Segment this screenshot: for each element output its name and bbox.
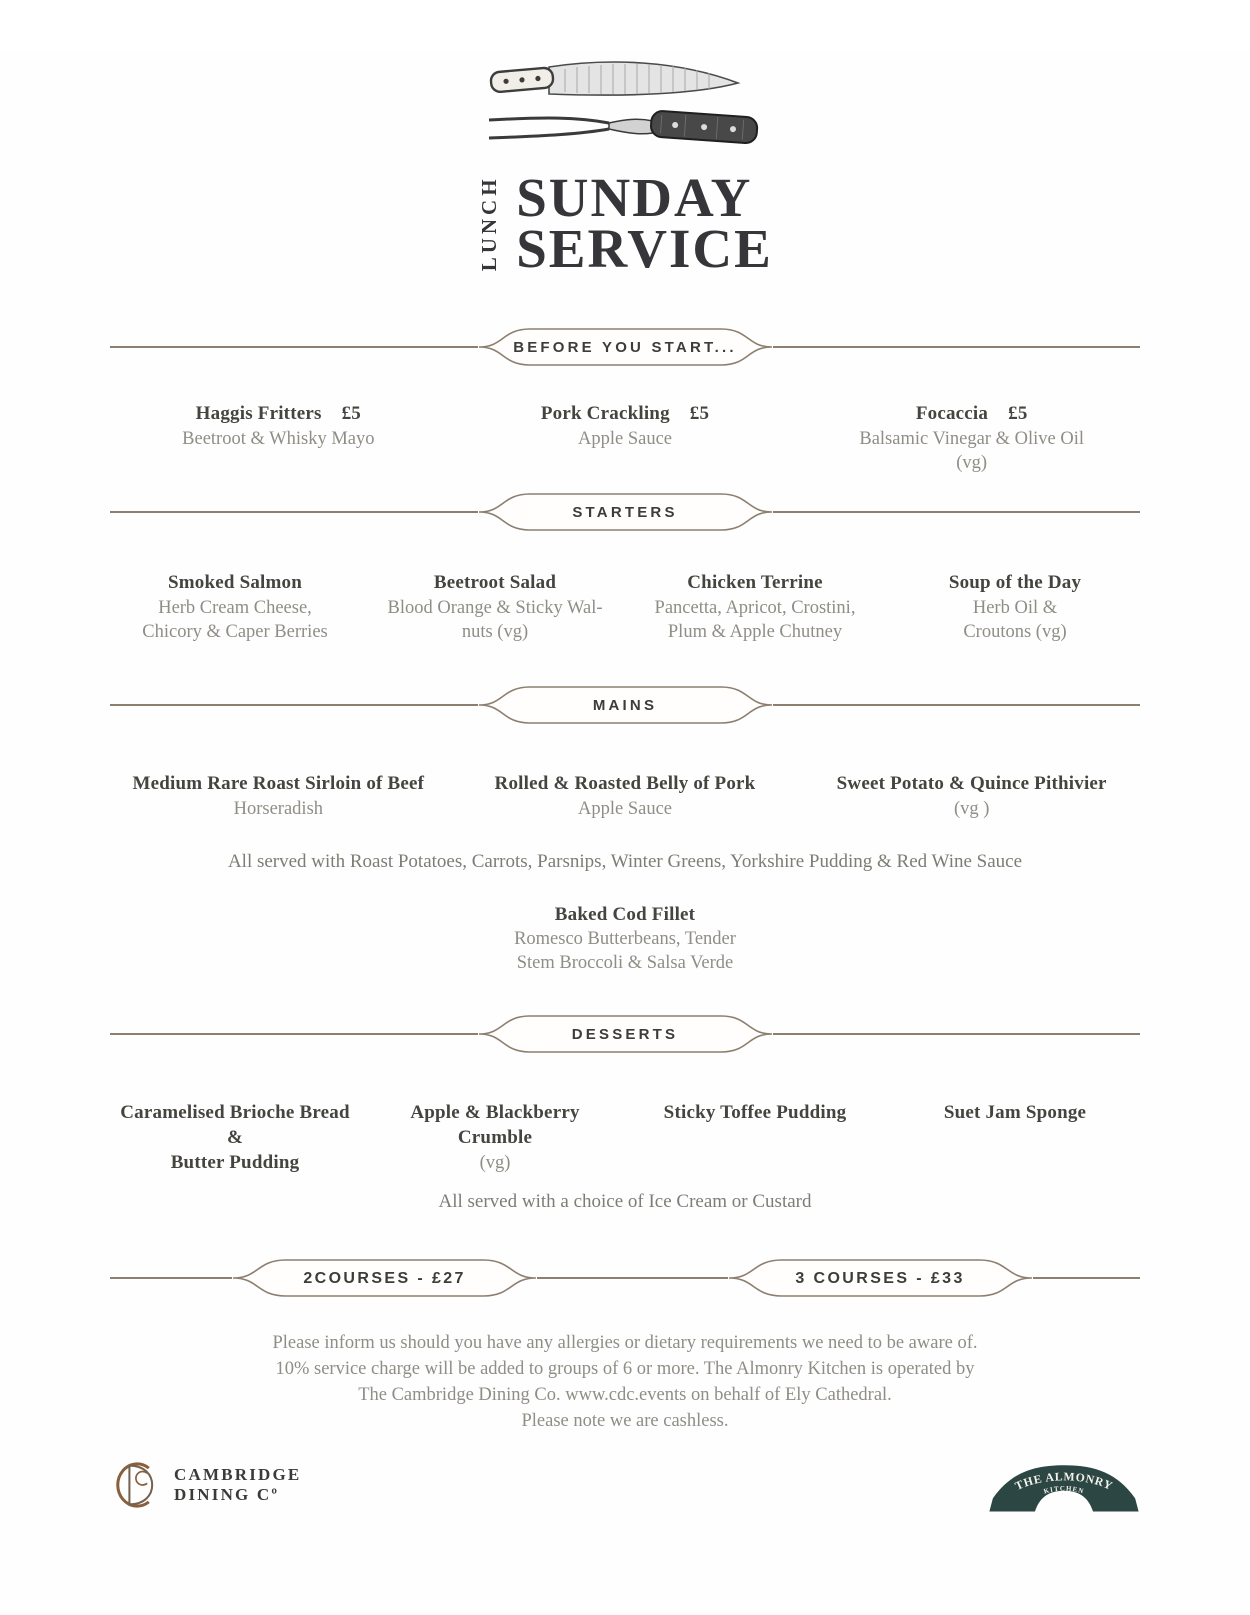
item-description: nuts (vg) bbox=[461, 621, 529, 642]
before-you-start-items bbox=[105, 402, 1145, 475]
item-name: Suet Jam Sponge bbox=[943, 1102, 1087, 1124]
banner-rule-right bbox=[773, 511, 1141, 513]
two-courses-price: 2COURSES - £27 bbox=[303, 1269, 466, 1287]
almonry-name: THE ALMONRY bbox=[1013, 1470, 1115, 1493]
desserts-items bbox=[105, 1101, 1145, 1175]
footer-line: Please note we are cashless. bbox=[521, 1411, 729, 1432]
item-description: Beetroot & Whisky Mayo bbox=[182, 428, 375, 449]
cambridge-dining-co-logo bbox=[110, 1457, 301, 1513]
knife-icon bbox=[490, 62, 738, 95]
three-courses-ribbon bbox=[728, 1257, 1033, 1299]
item-diet-tag: (vg) bbox=[479, 1152, 511, 1173]
banner-rule bbox=[1033, 1277, 1140, 1279]
item-name: Haggis Fritters bbox=[195, 403, 322, 425]
section-banner-before-you-start bbox=[110, 326, 1140, 368]
item-diet-tag: (vg ) bbox=[953, 798, 990, 819]
item-name: Sweet Potato & Quince Pithivier bbox=[836, 772, 1107, 794]
lunch-label: LUNCH bbox=[477, 175, 502, 272]
carving-fork-icon bbox=[489, 110, 758, 143]
item-description: Romesco Butterbeans, Tender bbox=[514, 929, 736, 950]
menu-item bbox=[105, 772, 452, 821]
item-name: Rolled & Roasted Belly of Pork bbox=[494, 772, 756, 794]
mains-note: All served with Roast Potatoes, Carrots, Parsnips, Winter Greens, Yorkshire Pudding & Red Wine Sauce bbox=[227, 850, 1023, 872]
banner-rule-left bbox=[110, 346, 478, 348]
section-title: BEFORE YOU START... bbox=[513, 339, 737, 357]
menu-item bbox=[885, 1101, 1145, 1175]
menu-item bbox=[625, 1101, 885, 1175]
pricing-banners bbox=[110, 1257, 1140, 1299]
title-line-sunday: SUNDAY bbox=[516, 167, 753, 228]
item-name: Medium Rare Roast Sirloin of Beef bbox=[132, 772, 425, 794]
item-name: Baked Cod Fillet bbox=[554, 903, 696, 925]
menu-item bbox=[105, 1101, 365, 1175]
item-description: Balsamic Vinegar & Olive Oil bbox=[859, 428, 1084, 449]
section-title: MAINS bbox=[592, 696, 658, 714]
banner-rule-left bbox=[110, 1033, 478, 1035]
menu-item bbox=[625, 571, 885, 644]
footer-line: Please inform us should you have any allergies or dietary requirements we need to be aware of. bbox=[272, 1333, 978, 1354]
banner-rule-left bbox=[110, 511, 478, 513]
item-description: Apple Sauce bbox=[578, 428, 673, 449]
item-name: Apple & Blackberry Crumble bbox=[410, 1102, 580, 1149]
almonry-kitchen-logo bbox=[988, 1459, 1140, 1516]
item-description: Herb Oil & bbox=[972, 597, 1058, 618]
banner-ribbon bbox=[478, 326, 773, 368]
menu-item bbox=[105, 571, 365, 644]
title-line-service: SERVICE bbox=[516, 218, 773, 280]
menu-item bbox=[365, 571, 625, 644]
item-name: Caramelised Brioche Bread & bbox=[120, 1102, 350, 1149]
banner-rule-right bbox=[773, 1033, 1141, 1035]
banner-rule-right bbox=[773, 346, 1141, 348]
footer-notice bbox=[0, 1331, 1250, 1435]
item-description: Chicory & Caper Berries bbox=[142, 621, 328, 642]
banner-rule-left bbox=[110, 704, 478, 706]
item-price: £5 bbox=[341, 403, 361, 425]
item-name: Focaccia bbox=[915, 403, 989, 425]
item-name: Butter Pudding bbox=[170, 1151, 300, 1173]
section-banner-mains bbox=[110, 684, 1140, 726]
item-name: Pork Crackling bbox=[540, 403, 670, 425]
item-name: Sticky Toffee Pudding bbox=[663, 1102, 847, 1124]
cdc-wordmark-line1: CAMBRIDGE bbox=[174, 1464, 302, 1484]
item-name: Chicken Terrine bbox=[687, 572, 823, 594]
menu-item bbox=[885, 571, 1145, 644]
banner-rule-right bbox=[773, 704, 1141, 706]
two-courses-ribbon bbox=[232, 1257, 537, 1299]
three-courses-price: 3 COURSES - £33 bbox=[795, 1269, 965, 1287]
item-description: Pancetta, Apricot, Crostini, bbox=[654, 597, 856, 618]
item-description: Plum & Apple Chutney bbox=[667, 621, 843, 642]
cdc-monogram-icon bbox=[110, 1457, 164, 1513]
item-description: Apple Sauce bbox=[578, 798, 673, 819]
menu-item bbox=[452, 402, 799, 475]
starters-items bbox=[105, 571, 1145, 644]
banner-rule bbox=[537, 1277, 727, 1279]
menu-item bbox=[365, 1101, 625, 1175]
almonry-kitchen-label: KITCHEN bbox=[1042, 1485, 1086, 1496]
desserts-note: All served with a choice of Ice Cream or Custard bbox=[438, 1191, 812, 1213]
item-price: £5 bbox=[689, 403, 710, 425]
footer-logos bbox=[110, 1457, 1140, 1516]
item-name: Beetroot Salad bbox=[433, 572, 557, 594]
mains-items bbox=[105, 772, 1145, 821]
item-price: £5 bbox=[1008, 403, 1028, 425]
item-description: Horseradish bbox=[233, 798, 324, 819]
menu-item bbox=[798, 772, 1145, 821]
item-name: Soup of the Day bbox=[948, 572, 1082, 594]
cdc-wordmark-line2: DINING Cº bbox=[174, 1484, 280, 1504]
item-diet-tag: (vg) bbox=[956, 453, 988, 474]
section-title: DESSERTS bbox=[571, 1026, 679, 1044]
banner-rule bbox=[110, 1277, 232, 1279]
menu-item bbox=[105, 402, 452, 475]
cutlery-illustration bbox=[485, 52, 765, 164]
item-description: Blood Orange & Sticky Wal- bbox=[387, 597, 603, 618]
footer-line: 10% service charge will be added to groups of 6 or more. The Almonry Kitchen is operated by bbox=[275, 1359, 975, 1380]
menu-item bbox=[798, 402, 1145, 475]
item-description: Stem Broccoli & Salsa Verde bbox=[516, 953, 734, 974]
item-description: Croutons (vg) bbox=[963, 621, 1067, 642]
banner-ribbon bbox=[478, 684, 773, 726]
item-description: Herb Cream Cheese, bbox=[158, 597, 312, 618]
footer-line: The Cambridge Dining Co. www.cdc.events on behalf of Ely Cathedral. bbox=[358, 1385, 892, 1406]
section-banner-desserts bbox=[110, 1013, 1140, 1055]
menu-title bbox=[477, 167, 773, 280]
banner-ribbon bbox=[478, 491, 773, 533]
menu-item bbox=[452, 772, 799, 821]
menu-item bbox=[0, 903, 1250, 976]
section-banner-starters bbox=[110, 491, 1140, 533]
section-title: STARTERS bbox=[572, 504, 678, 522]
banner-ribbon bbox=[478, 1013, 773, 1055]
item-name: Smoked Salmon bbox=[167, 572, 303, 594]
